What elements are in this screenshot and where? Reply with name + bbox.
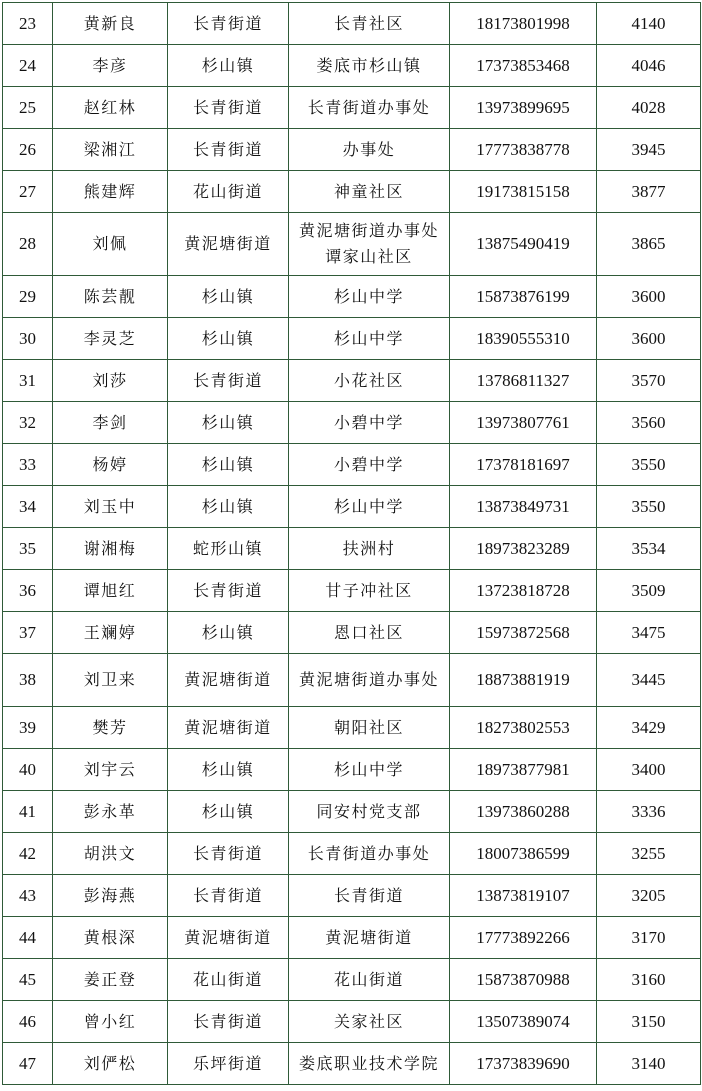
unit-line: 娄底市杉山镇: [316, 55, 422, 75]
score-cell: 4046: [597, 45, 701, 87]
unit-line: 小碧中学: [333, 454, 404, 474]
street-cell: 长青街道: [168, 87, 289, 129]
phone-cell: 17373853468: [450, 45, 597, 87]
unit-line: 同安村党支部: [316, 801, 422, 821]
unit-cell: [289, 791, 450, 833]
name-cell: 王斓婷: [53, 612, 168, 654]
name-cell: 李彦: [53, 45, 168, 87]
unit-cell: [289, 1043, 450, 1085]
unit-line: 长青社区: [333, 13, 404, 33]
table-row: [3, 1043, 701, 1085]
street-cell: 长青街道: [168, 3, 289, 45]
unit-cell: [289, 87, 450, 129]
unit-line: 小花社区: [333, 370, 404, 390]
row-number-cell: 36: [3, 570, 53, 612]
table-row: [3, 959, 701, 1001]
phone-cell: 18173801998: [450, 3, 597, 45]
score-cell: 4028: [597, 87, 701, 129]
row-number-cell: 28: [3, 213, 53, 276]
table-row: [3, 360, 701, 402]
street-cell: 长青街道: [168, 570, 289, 612]
row-number-cell: 38: [3, 654, 53, 707]
score-cell: 3170: [597, 917, 701, 959]
row-number-cell: 25: [3, 87, 53, 129]
score-cell: 3509: [597, 570, 701, 612]
name-cell: 曾小红: [53, 1001, 168, 1043]
phone-cell: 18273802553: [450, 707, 597, 749]
row-number-cell: 26: [3, 129, 53, 171]
name-cell: 姜正登: [53, 959, 168, 1001]
name-cell: 刘俨松: [53, 1043, 168, 1085]
row-number-cell: 31: [3, 360, 53, 402]
score-cell: 3255: [597, 833, 701, 875]
table-row: [3, 45, 701, 87]
table-row: [3, 707, 701, 749]
row-number-cell: 24: [3, 45, 53, 87]
score-cell: 3400: [597, 749, 701, 791]
unit-cell: [289, 318, 450, 360]
name-cell: 梁湘江: [53, 129, 168, 171]
row-number-cell: 34: [3, 486, 53, 528]
unit-line: 谭家山社区: [325, 247, 413, 266]
street-cell: 长青街道: [168, 875, 289, 917]
unit-line: 杉山中学: [333, 759, 404, 779]
unit-cell: [289, 276, 450, 318]
table-row: [3, 3, 701, 45]
unit-line: 扶洲村: [342, 538, 396, 558]
row-number-cell: 41: [3, 791, 53, 833]
table-row: [3, 213, 701, 276]
table-row: [3, 276, 701, 318]
street-cell: 长青街道: [168, 833, 289, 875]
unit-line: 长青街道办事处: [307, 843, 431, 863]
score-cell: 3205: [597, 875, 701, 917]
unit-line: 长青街道: [333, 885, 404, 905]
name-cell: 刘莎: [53, 360, 168, 402]
phone-cell: 13973807761: [450, 402, 597, 444]
score-cell: 4140: [597, 3, 701, 45]
name-cell: 李灵芝: [53, 318, 168, 360]
unit-cell: [289, 171, 450, 213]
table-row: [3, 791, 701, 833]
score-cell: 3877: [597, 171, 701, 213]
table-row: [3, 402, 701, 444]
unit-cell: [289, 528, 450, 570]
row-number-cell: 45: [3, 959, 53, 1001]
row-number-cell: 33: [3, 444, 53, 486]
table-row: [3, 528, 701, 570]
street-cell: 黄泥塘街道: [168, 654, 289, 707]
unit-line: 黄泥塘街道: [325, 927, 413, 947]
unit-line: 娄底职业技术学院: [298, 1053, 439, 1073]
score-cell: 3336: [597, 791, 701, 833]
row-number-cell: 42: [3, 833, 53, 875]
score-cell: 3150: [597, 1001, 701, 1043]
row-number-cell: 47: [3, 1043, 53, 1085]
street-cell: 长青街道: [168, 360, 289, 402]
unit-cell: [289, 3, 450, 45]
name-cell: 刘宇云: [53, 749, 168, 791]
phone-cell: 17373839690: [450, 1043, 597, 1085]
row-number-cell: 35: [3, 528, 53, 570]
phone-cell: 18973877981: [450, 749, 597, 791]
unit-line: 花山街道: [333, 969, 404, 989]
score-cell: 3534: [597, 528, 701, 570]
phone-cell: 19173815158: [450, 171, 597, 213]
table-row: [3, 654, 701, 707]
unit-line: 关家社区: [333, 1011, 404, 1031]
row-number-cell: 27: [3, 171, 53, 213]
street-cell: 杉山镇: [168, 749, 289, 791]
unit-line: 杉山中学: [333, 496, 404, 516]
phone-cell: 13973860288: [450, 791, 597, 833]
ranking-table: [2, 2, 701, 1085]
phone-cell: 18973823289: [450, 528, 597, 570]
score-cell: 3570: [597, 360, 701, 402]
ranking-table-body: [3, 3, 701, 1085]
street-cell: 黄泥塘街道: [168, 213, 289, 276]
table-row: [3, 1001, 701, 1043]
street-cell: 乐坪街道: [168, 1043, 289, 1085]
phone-cell: 17773838778: [450, 129, 597, 171]
table-row: [3, 129, 701, 171]
score-cell: 3550: [597, 444, 701, 486]
street-cell: 杉山镇: [168, 444, 289, 486]
table-row: [3, 917, 701, 959]
phone-cell: 13786811327: [450, 360, 597, 402]
score-cell: 3160: [597, 959, 701, 1001]
name-cell: 樊芳: [53, 707, 168, 749]
unit-cell: [289, 654, 450, 707]
row-number-cell: 39: [3, 707, 53, 749]
name-cell: 彭永革: [53, 791, 168, 833]
unit-line: 办事处: [342, 139, 396, 159]
table-row: [3, 318, 701, 360]
unit-cell: [289, 570, 450, 612]
unit-line: 杉山中学: [333, 286, 404, 306]
street-cell: 杉山镇: [168, 791, 289, 833]
name-cell: 赵红林: [53, 87, 168, 129]
unit-cell: [289, 833, 450, 875]
name-cell: 刘卫来: [53, 654, 168, 707]
unit-cell: [289, 917, 450, 959]
unit-cell: [289, 749, 450, 791]
street-cell: 杉山镇: [168, 486, 289, 528]
score-cell: 3600: [597, 276, 701, 318]
phone-cell: 15873876199: [450, 276, 597, 318]
unit-cell: [289, 129, 450, 171]
unit-cell: [289, 45, 450, 87]
name-cell: 李剑: [53, 402, 168, 444]
name-cell: 黄根深: [53, 917, 168, 959]
name-cell: 谢湘梅: [53, 528, 168, 570]
phone-cell: 13873819107: [450, 875, 597, 917]
unit-cell: [289, 402, 450, 444]
unit-cell: [289, 612, 450, 654]
row-number-cell: 32: [3, 402, 53, 444]
unit-line: 黄泥塘街道办事处: [298, 670, 439, 689]
phone-cell: 17773892266: [450, 917, 597, 959]
phone-cell: 15873870988: [450, 959, 597, 1001]
unit-line: 黄泥塘街道办事处: [298, 221, 439, 240]
table-row: [3, 833, 701, 875]
name-cell: 陈芸靓: [53, 276, 168, 318]
score-cell: 3945: [597, 129, 701, 171]
row-number-cell: 29: [3, 276, 53, 318]
table-row: [3, 749, 701, 791]
name-cell: 胡洪文: [53, 833, 168, 875]
phone-cell: 13723818728: [450, 570, 597, 612]
row-number-cell: 23: [3, 3, 53, 45]
street-cell: 长青街道: [168, 129, 289, 171]
row-number-cell: 44: [3, 917, 53, 959]
unit-cell: [289, 959, 450, 1001]
name-cell: 刘佩: [53, 213, 168, 276]
street-cell: 黄泥塘街道: [168, 917, 289, 959]
phone-cell: 15973872568: [450, 612, 597, 654]
street-cell: 花山街道: [168, 959, 289, 1001]
name-cell: 彭海燕: [53, 875, 168, 917]
unit-line: 杉山中学: [333, 328, 404, 348]
phone-cell: 13507389074: [450, 1001, 597, 1043]
unit-line: 小碧中学: [333, 412, 404, 432]
row-number-cell: 30: [3, 318, 53, 360]
street-cell: 杉山镇: [168, 276, 289, 318]
street-cell: 蛇形山镇: [168, 528, 289, 570]
street-cell: 花山街道: [168, 171, 289, 213]
score-cell: 3865: [597, 213, 701, 276]
unit-cell: [289, 707, 450, 749]
phone-cell: 13875490419: [450, 213, 597, 276]
unit-cell: [289, 486, 450, 528]
score-cell: 3600: [597, 318, 701, 360]
table-row: [3, 87, 701, 129]
score-cell: 3475: [597, 612, 701, 654]
unit-cell: [289, 213, 450, 276]
unit-cell: [289, 444, 450, 486]
phone-cell: 17378181697: [450, 444, 597, 486]
unit-cell: [289, 360, 450, 402]
unit-line: 长青街道办事处: [307, 97, 431, 117]
phone-cell: 18390555310: [450, 318, 597, 360]
table-row: [3, 171, 701, 213]
name-cell: 谭旭红: [53, 570, 168, 612]
phone-cell: 13873849731: [450, 486, 597, 528]
phone-cell: 13973899695: [450, 87, 597, 129]
street-cell: 杉山镇: [168, 318, 289, 360]
unit-line: 恩口社区: [333, 622, 404, 642]
unit-line: 朝阳社区: [333, 717, 404, 737]
street-cell: 杉山镇: [168, 612, 289, 654]
score-cell: 3560: [597, 402, 701, 444]
unit-cell: [289, 1001, 450, 1043]
table-row: [3, 875, 701, 917]
street-cell: 杉山镇: [168, 45, 289, 87]
phone-cell: 18007386599: [450, 833, 597, 875]
row-number-cell: 40: [3, 749, 53, 791]
table-row: [3, 486, 701, 528]
table-row: [3, 570, 701, 612]
row-number-cell: 46: [3, 1001, 53, 1043]
table-row: [3, 612, 701, 654]
row-number-cell: 43: [3, 875, 53, 917]
name-cell: 黄新良: [53, 3, 168, 45]
street-cell: 黄泥塘街道: [168, 707, 289, 749]
score-cell: 3429: [597, 707, 701, 749]
score-cell: 3550: [597, 486, 701, 528]
table-row: [3, 444, 701, 486]
phone-cell: 18873881919: [450, 654, 597, 707]
unit-cell: [289, 875, 450, 917]
score-cell: 3445: [597, 654, 701, 707]
score-cell: 3140: [597, 1043, 701, 1085]
unit-line: 神童社区: [333, 181, 404, 201]
row-number-cell: 37: [3, 612, 53, 654]
street-cell: 杉山镇: [168, 402, 289, 444]
unit-line: 甘子冲社区: [325, 580, 413, 600]
street-cell: 长青街道: [168, 1001, 289, 1043]
name-cell: 杨婷: [53, 444, 168, 486]
name-cell: 刘玉中: [53, 486, 168, 528]
name-cell: 熊建辉: [53, 171, 168, 213]
